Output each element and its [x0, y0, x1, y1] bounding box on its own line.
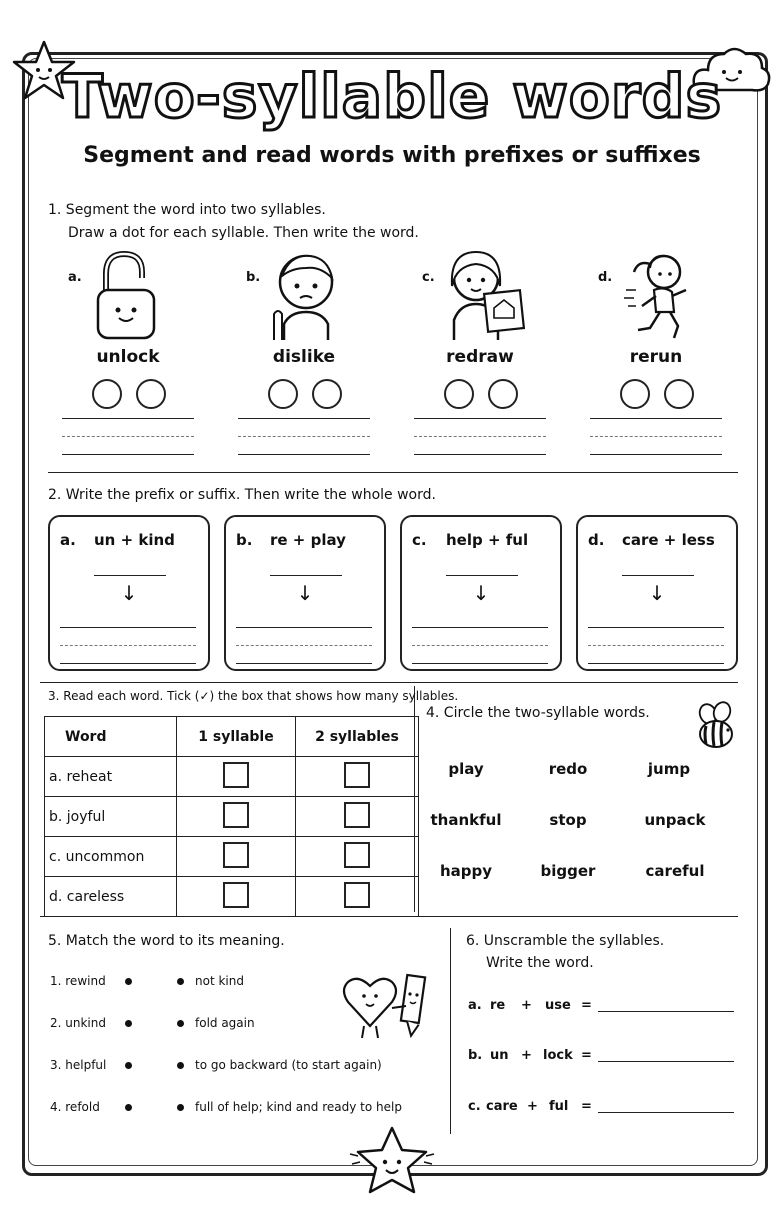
one-syllable-checkbox[interactable]	[223, 842, 249, 868]
q6-item-letter: b.	[468, 1048, 483, 1063]
match-dot[interactable]	[177, 1020, 184, 1027]
q2-item-letter: c.	[412, 531, 427, 549]
match-dot[interactable]	[125, 1020, 132, 1027]
writing-line[interactable]	[236, 663, 372, 664]
affix-line[interactable]	[270, 575, 342, 576]
table-row	[45, 877, 419, 917]
writing-line[interactable]	[412, 627, 548, 628]
two-syllable-checkbox[interactable]	[344, 802, 370, 828]
heart-pencil-icon	[340, 962, 434, 1042]
one-syllable-checkbox[interactable]	[223, 802, 249, 828]
match-meaning: fold again	[195, 1016, 255, 1030]
syllable-circle[interactable]	[312, 379, 342, 409]
writing-line[interactable]	[588, 663, 724, 664]
syllable-circle[interactable]	[268, 379, 298, 409]
writing-line[interactable]	[590, 454, 722, 455]
writing-line-dashed	[62, 436, 194, 437]
q2-item-equation: re + play	[270, 531, 346, 549]
boy-icon	[266, 248, 340, 342]
q1-heading: 1. Segment the word into two syllables.	[48, 202, 326, 218]
two-syllable-checkbox[interactable]	[344, 882, 370, 908]
q4-word[interactable]: careful	[645, 862, 705, 880]
table-row	[45, 757, 419, 797]
arrow-down-icon: ↓	[120, 581, 138, 605]
match-dot[interactable]	[177, 1104, 184, 1111]
syllable-a: re	[490, 998, 506, 1013]
q2-item-box	[400, 515, 562, 671]
q2-item-letter: a.	[60, 531, 76, 549]
equals-sign: =	[581, 1099, 592, 1114]
match-meaning: not kind	[195, 974, 244, 988]
syllable-circle[interactable]	[136, 379, 166, 409]
writing-line[interactable]	[412, 663, 548, 664]
q2-item-box	[224, 515, 386, 671]
syllable-b: use	[545, 998, 571, 1013]
writing-line[interactable]	[60, 663, 196, 664]
match-word: 2. unkind	[50, 1016, 106, 1030]
writing-line[interactable]	[238, 418, 370, 419]
girl-drawing-icon	[442, 246, 528, 342]
table-header: 1 syllable	[177, 717, 296, 757]
affix-line[interactable]	[446, 575, 518, 576]
table-word: b. joyful	[45, 797, 177, 837]
writing-line[interactable]	[236, 627, 372, 628]
plus-sign: +	[521, 1048, 532, 1063]
writing-line[interactable]	[238, 454, 370, 455]
running-girl-icon	[622, 250, 694, 342]
q4-word[interactable]: bigger	[540, 862, 596, 880]
writing-line[interactable]	[62, 454, 194, 455]
q6-heading: 6. Unscramble the syllables.	[466, 933, 665, 949]
table-row	[45, 837, 419, 877]
table-header: 2 syllables	[296, 717, 419, 757]
q1-item-letter: a.	[68, 270, 82, 285]
section-divider	[40, 682, 738, 683]
arrow-down-icon: ↓	[296, 581, 314, 605]
q2-item-box	[48, 515, 210, 671]
answer-line[interactable]	[598, 1061, 734, 1062]
one-syllable-checkbox[interactable]	[223, 762, 249, 788]
table-word: d. careless	[45, 877, 177, 917]
q4-heading: 4. Circle the two-syllable words.	[426, 705, 650, 721]
syllable-circle[interactable]	[620, 379, 650, 409]
table-header: Word	[45, 717, 177, 757]
match-word: 3. helpful	[50, 1058, 107, 1072]
q1-item-letter: d.	[598, 270, 613, 285]
q6-item-letter: c.	[468, 1099, 481, 1114]
q2-item-box	[576, 515, 738, 671]
syllable-circle[interactable]	[488, 379, 518, 409]
syllable-b: ful	[549, 1099, 569, 1114]
writing-line-dashed	[588, 645, 724, 646]
page-title: Two-syllable words	[61, 62, 723, 132]
writing-line[interactable]	[590, 418, 722, 419]
bee-icon	[692, 700, 740, 752]
table-row	[45, 797, 419, 837]
q4-word[interactable]: unpack	[644, 811, 706, 829]
padlock-icon	[88, 250, 162, 342]
q3-heading: 3. Read each word. Tick (✓) the box that shows how many syllables.	[48, 689, 459, 703]
writing-line-dashed	[414, 436, 546, 437]
two-syllable-checkbox[interactable]	[344, 762, 370, 788]
plus-sign: +	[521, 998, 532, 1013]
q4-word[interactable]: play	[448, 760, 484, 778]
writing-line[interactable]	[414, 418, 546, 419]
writing-line[interactable]	[60, 627, 196, 628]
syllable-a: un	[490, 1048, 509, 1063]
arrow-down-icon: ↓	[648, 581, 666, 605]
writing-line-dashed	[590, 436, 722, 437]
q4-word[interactable]: redo	[548, 760, 588, 778]
match-word: 4. refold	[50, 1100, 100, 1114]
q2-item-equation: help + ful	[446, 531, 529, 549]
q1-item-letter: c.	[422, 270, 435, 285]
q4-word[interactable]: jump	[647, 760, 691, 778]
affix-line[interactable]	[622, 575, 694, 576]
one-syllable-checkbox[interactable]	[223, 882, 249, 908]
syllable-circle[interactable]	[444, 379, 474, 409]
q4-word[interactable]: thankful	[430, 811, 502, 829]
table-word: a. reheat	[45, 757, 177, 797]
writing-line-dashed	[412, 645, 548, 646]
writing-line[interactable]	[414, 454, 546, 455]
affix-line[interactable]	[94, 575, 166, 576]
q2-item-equation: care + less	[622, 531, 715, 549]
q1-heading-2: Draw a dot for each syllable. Then write the word.	[68, 225, 419, 241]
syllable-table	[44, 716, 419, 917]
writing-line[interactable]	[62, 418, 194, 419]
q1-word: unlock	[96, 347, 160, 367]
q2-item-letter: d.	[588, 531, 605, 549]
q6-heading-2: Write the word.	[486, 955, 594, 971]
syllable-b: lock	[543, 1048, 573, 1063]
match-meaning: full of help; kind and ready to help	[195, 1100, 402, 1114]
equals-sign: =	[581, 1048, 592, 1063]
syllable-circle[interactable]	[92, 379, 122, 409]
two-syllable-checkbox[interactable]	[344, 842, 370, 868]
match-dot[interactable]	[125, 1104, 132, 1111]
writing-line[interactable]	[588, 627, 724, 628]
match-dot[interactable]	[177, 978, 184, 985]
answer-line[interactable]	[598, 1011, 734, 1012]
answer-line[interactable]	[598, 1112, 734, 1113]
q1-item-letter: b.	[246, 270, 261, 285]
arrow-down-icon: ↓	[472, 581, 490, 605]
q4-word[interactable]: happy	[439, 862, 493, 880]
q5-heading: 5. Match the word to its meaning.	[48, 933, 285, 949]
q6-item-letter: a.	[468, 998, 482, 1013]
match-dot[interactable]	[125, 978, 132, 985]
match-dot[interactable]	[125, 1062, 132, 1069]
plus-sign: +	[527, 1099, 538, 1114]
match-word: 1. rewind	[50, 974, 106, 988]
match-dot[interactable]	[177, 1062, 184, 1069]
match-meaning: to go backward (to start again)	[195, 1058, 382, 1072]
section-divider	[48, 472, 738, 473]
table-word: c. uncommon	[45, 837, 177, 877]
page-subtitle: Segment and read words with prefixes or suffixes	[83, 143, 701, 168]
writing-line-dashed	[236, 645, 372, 646]
writing-line-dashed	[60, 645, 196, 646]
syllable-circle[interactable]	[664, 379, 694, 409]
syllable-a: care	[486, 1099, 518, 1114]
q1-word: rerun	[629, 347, 683, 367]
writing-line-dashed	[238, 436, 370, 437]
star-icon	[348, 1124, 436, 1196]
section-divider	[40, 916, 738, 917]
q1-word: dislike	[272, 347, 336, 367]
q2-item-letter: b.	[236, 531, 253, 549]
q2-heading: 2. Write the prefix or suffix. Then write the whole word.	[48, 487, 436, 503]
column-divider	[450, 928, 451, 1134]
q1-word: redraw	[446, 347, 514, 367]
q2-item-equation: un + kind	[94, 531, 175, 549]
equals-sign: =	[581, 998, 592, 1013]
q4-word[interactable]: stop	[549, 811, 587, 829]
